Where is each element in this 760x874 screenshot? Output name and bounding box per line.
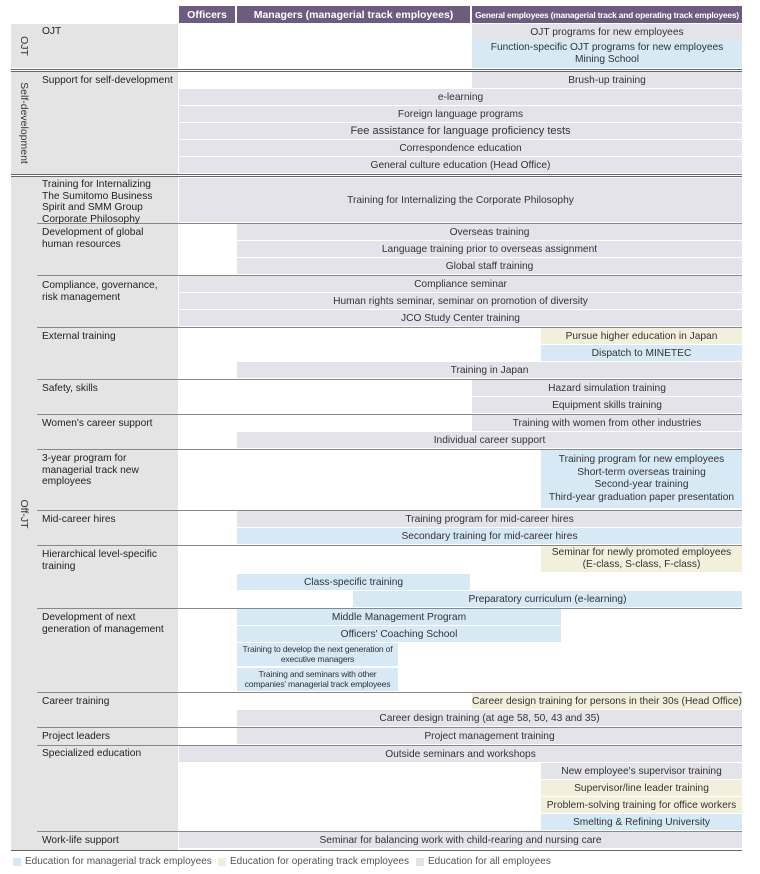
program-project-management: Project management training bbox=[237, 728, 742, 744]
legend-label-all: Education for all employees bbox=[428, 856, 551, 867]
category-internalizing: Training for Internalizing The Sumitomo Business Spirit and SMM Group Corporate Philosophy bbox=[42, 179, 153, 225]
program-internalizing: Training for Internalizing the Corporate Philosophy bbox=[179, 178, 742, 222]
program-middle-management: Middle Management Program bbox=[237, 609, 561, 625]
program-overseas: Overseas training bbox=[237, 224, 742, 240]
program-brush-up: Brush-up training bbox=[472, 72, 742, 88]
program-human-rights: Human rights seminar, seminar on promotion of diversity bbox=[179, 293, 742, 309]
program-smelting: Smelting & Refining University bbox=[541, 814, 742, 830]
category-external: External training bbox=[42, 331, 116, 342]
program-supervisor: New employee's supervisor training bbox=[541, 763, 742, 779]
program-work-life: Seminar for balancing work with child-rearing and nursing care bbox=[179, 832, 742, 848]
header-general: General employees (managerial track and operating track employees) bbox=[472, 6, 742, 23]
program-fee-assistance: Fee assistance for language proficiency tests bbox=[179, 123, 742, 139]
program-ojt-function bbox=[472, 40, 742, 68]
legend-label-operating: Education for operating track employees bbox=[230, 856, 409, 867]
section-off-jt: Off-JT bbox=[11, 177, 37, 850]
program-third-year: Third-year graduation paper presentation bbox=[548, 491, 735, 503]
category-bg-self-dev bbox=[37, 72, 178, 174]
program-career-design: Career design training (at age 58, 50, 43 and 35) bbox=[237, 710, 742, 726]
program-higher-education: Pursue higher education in Japan bbox=[541, 328, 742, 344]
program-outside-seminars: Outside seminars and workshops bbox=[179, 746, 742, 762]
program-language-prior: Language training prior to overseas assignment bbox=[237, 241, 742, 257]
program-three-year-block bbox=[541, 450, 742, 508]
program-global-staff: Global staff training bbox=[237, 258, 742, 274]
program-training-japan: Training in Japan bbox=[237, 362, 742, 378]
section-divider bbox=[11, 176, 742, 177]
category-hierarchical: Hierarchical level-specific training bbox=[42, 549, 157, 572]
program-promoted-classes: (E-class, S-class, F-class) bbox=[582, 559, 701, 570]
program-minetec: Dispatch to MINETEC bbox=[541, 345, 742, 361]
category-womens-career: Women's career support bbox=[42, 418, 153, 429]
program-career-30s: Career design training for persons in their 30s (Head Office) bbox=[472, 693, 742, 709]
category-project-leaders: Project leaders bbox=[42, 731, 110, 742]
section-self-development: Self-development bbox=[11, 72, 37, 174]
legend-swatch-managerial bbox=[13, 858, 21, 866]
legend-swatch-operating bbox=[218, 858, 226, 866]
program-mid-career: Training program for mid-career hires bbox=[237, 511, 742, 527]
category-career-training: Career training bbox=[42, 696, 110, 707]
legend-managerial bbox=[13, 856, 212, 867]
program-ojt-mining-label: Mining School bbox=[575, 54, 639, 65]
legend-all bbox=[416, 856, 551, 867]
program-executive-development: Training to develop the next generation of executive managers bbox=[237, 643, 398, 666]
program-line-leader: Supervisor/line leader training bbox=[541, 780, 742, 796]
program-e-learning: e-learning bbox=[179, 89, 742, 105]
legend-label-managerial: Education for managerial track employees bbox=[25, 856, 212, 867]
header-managers: Managers (managerial track employees) bbox=[237, 6, 470, 23]
category-specialized: Specialized education bbox=[42, 748, 142, 759]
category-safety: Safety, skills bbox=[42, 383, 98, 394]
program-class-specific: Class-specific training bbox=[237, 574, 470, 590]
program-promoted-seminar bbox=[541, 546, 742, 572]
program-problem-solving: Problem-solving training for office workers bbox=[541, 797, 742, 813]
program-preparatory: Preparatory curriculum (e-learning) bbox=[353, 591, 742, 607]
category-compliance: Compliance, governance, risk management bbox=[42, 280, 158, 303]
header-officers: Officers bbox=[179, 6, 235, 23]
program-equipment: Equipment skills training bbox=[472, 397, 742, 413]
category-support-self-development: Support for self-development bbox=[42, 75, 173, 86]
legend-operating bbox=[218, 856, 409, 867]
category-work-life: Work-life support bbox=[42, 835, 119, 846]
program-jco: JCO Study Center training bbox=[179, 310, 742, 326]
program-ojt-new: OJT programs for new employees bbox=[472, 24, 742, 40]
program-hazard: Hazard simulation training bbox=[472, 380, 742, 396]
program-short-term-overseas: Short-term overseas training bbox=[577, 466, 706, 478]
category-next-gen: Development of next generation of management bbox=[42, 612, 164, 635]
category-ojt: OJT bbox=[42, 26, 62, 37]
program-correspondence: Correspondence education bbox=[179, 140, 742, 156]
section-divider bbox=[11, 174, 742, 175]
program-individual-career: Individual career support bbox=[237, 432, 742, 448]
program-mid-career-secondary: Secondary training for mid-career hires bbox=[237, 528, 742, 544]
program-compliance-seminar: Compliance seminar bbox=[179, 276, 742, 292]
program-women-other-industries: Training with women from other industries bbox=[472, 415, 742, 431]
program-second-year: Second-year training bbox=[594, 479, 689, 490]
section-divider bbox=[11, 850, 742, 851]
program-promoted-label: Seminar for newly promoted employees bbox=[551, 546, 732, 558]
program-new-employees: Training program for new employees bbox=[558, 454, 725, 465]
category-mid-career: Mid-career hires bbox=[42, 514, 116, 525]
program-foreign-language: Foreign language programs bbox=[179, 106, 742, 122]
section-divider bbox=[11, 69, 742, 70]
category-global-hr: Development of global human resources bbox=[42, 227, 144, 250]
category-three-year: 3-year program for managerial track new employees bbox=[42, 453, 139, 487]
section-ojt: OJT bbox=[11, 24, 37, 68]
program-ojt-function-label: Function-specific OJT programs for new employees bbox=[490, 41, 724, 53]
program-officers-coaching: Officers' Coaching School bbox=[237, 626, 561, 642]
program-other-companies: Training and seminars with other companies' managerial track employees bbox=[237, 668, 398, 691]
legend-swatch-all bbox=[416, 858, 424, 866]
program-general-culture: General culture education (Head Office) bbox=[179, 157, 742, 173]
